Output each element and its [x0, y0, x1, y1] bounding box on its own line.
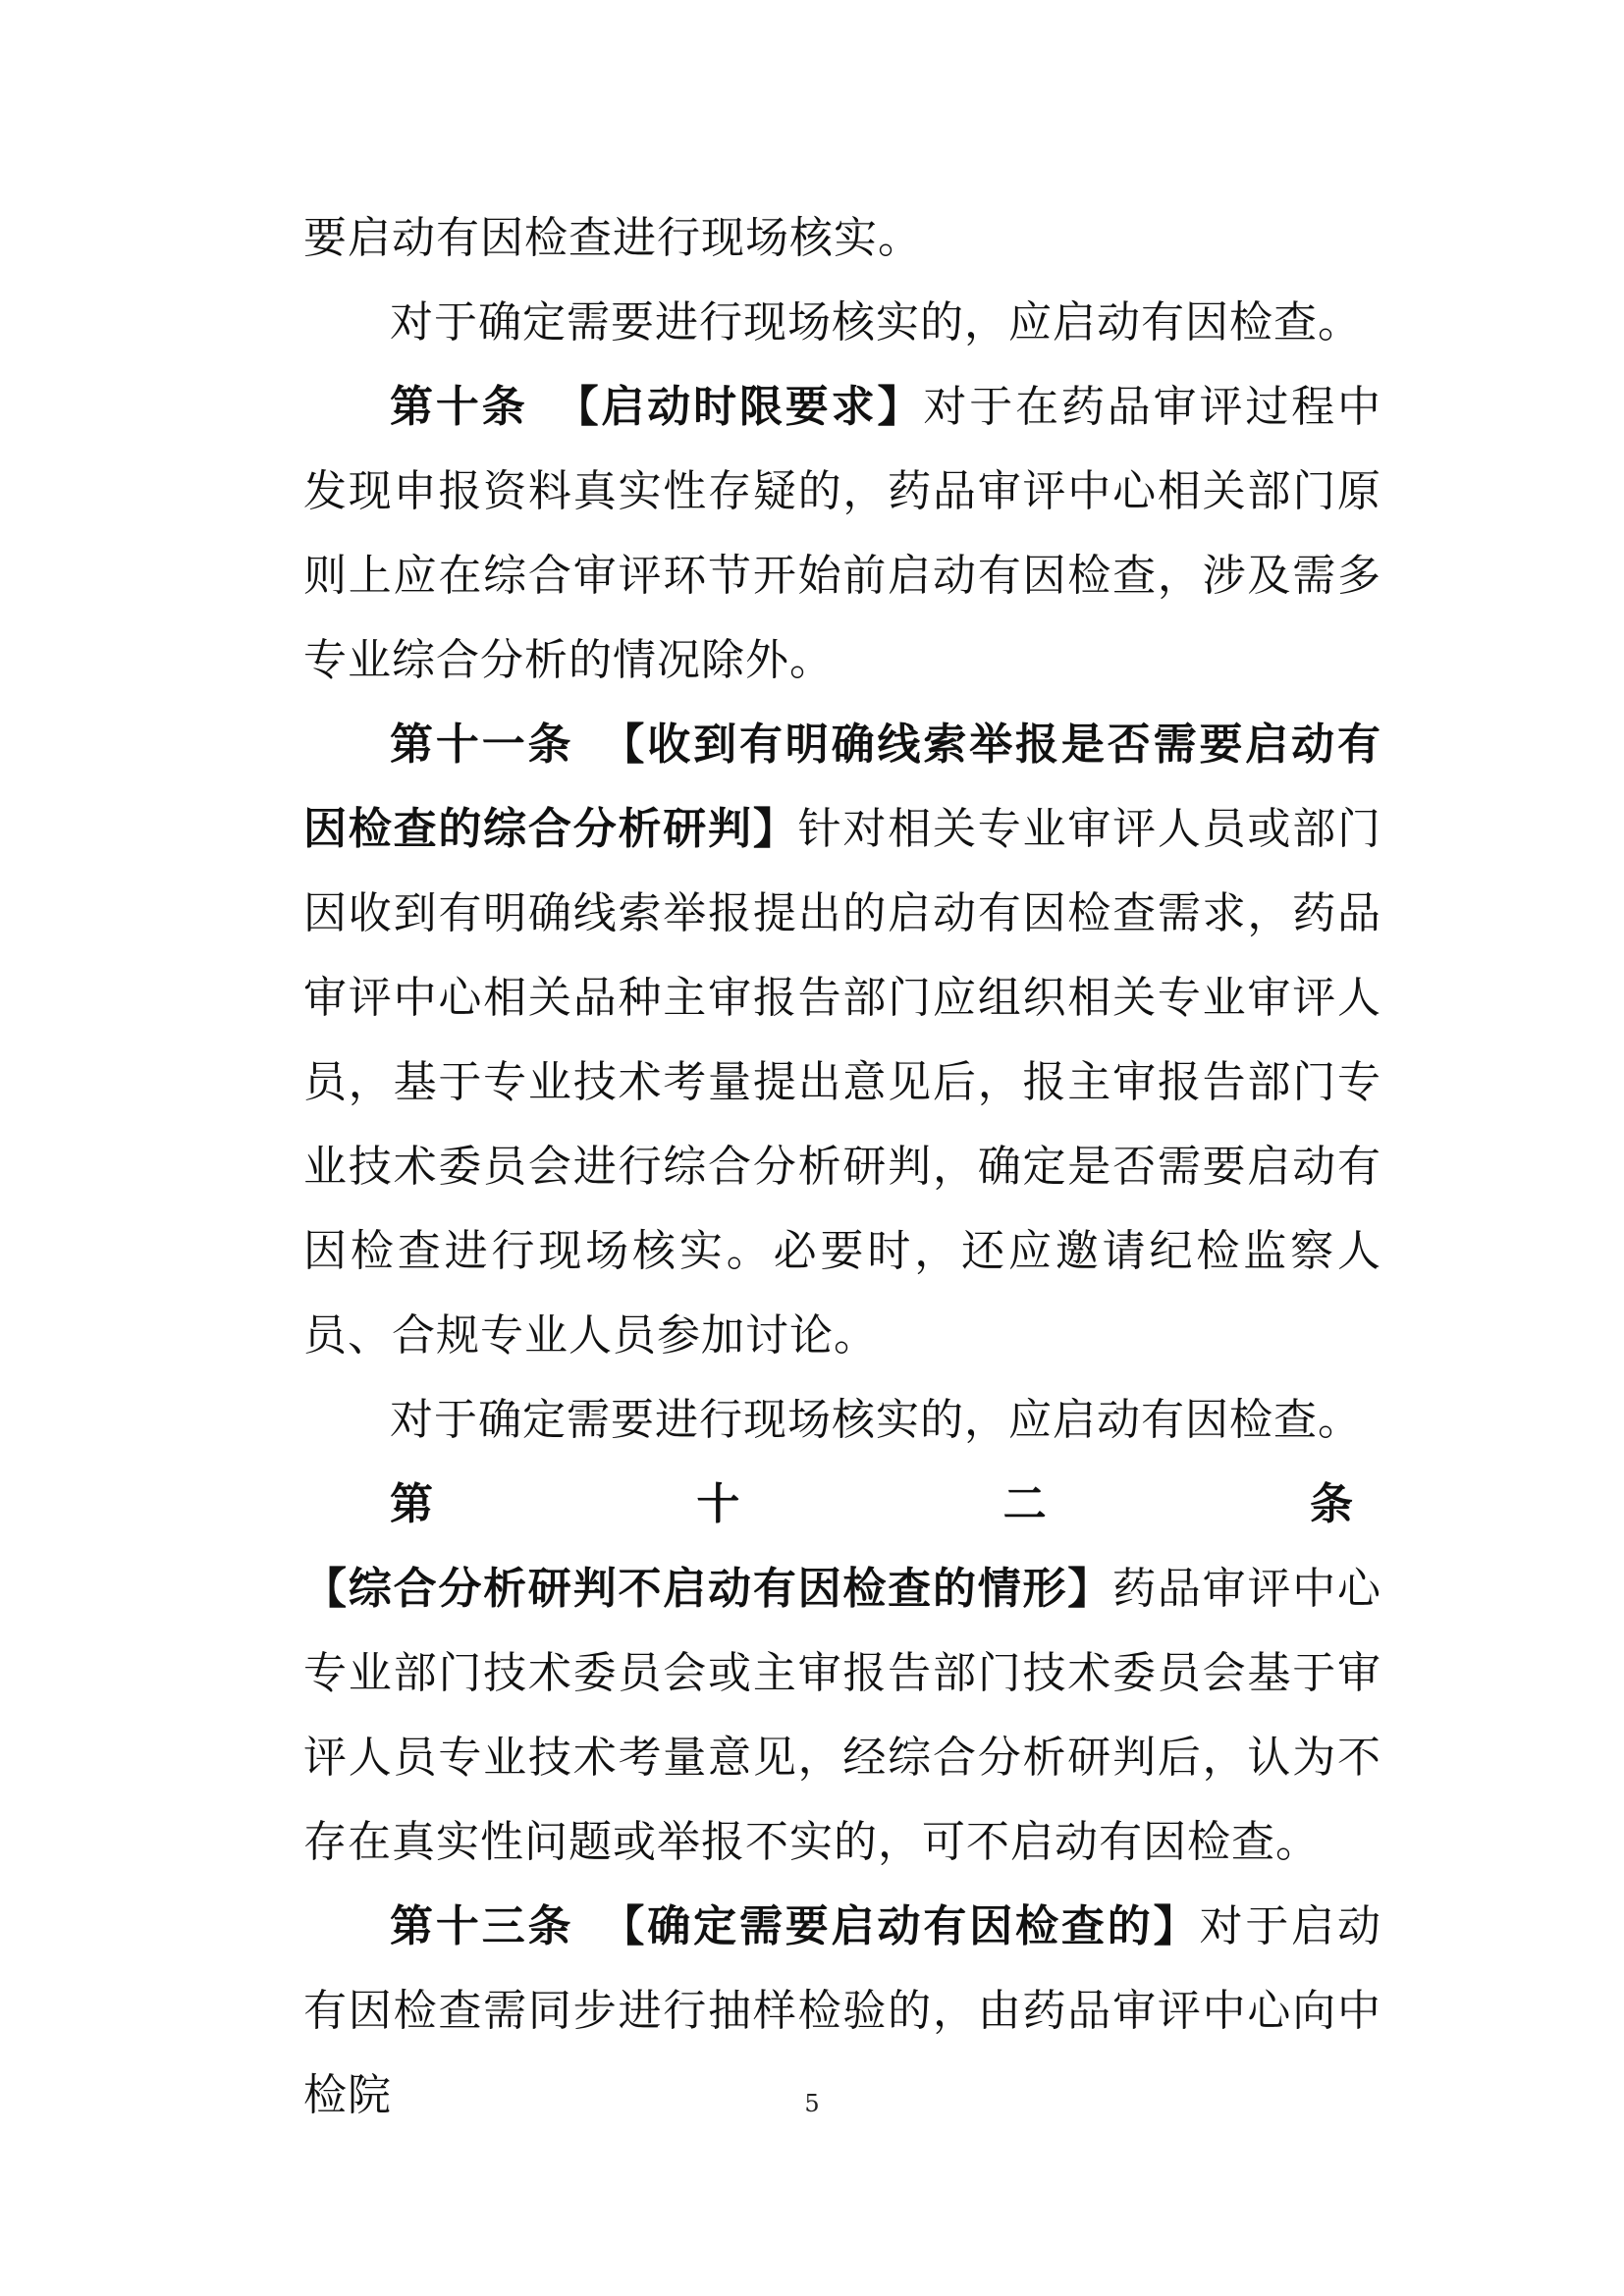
article-number: 第十二条	[390, 1479, 1354, 1529]
article-number: 第十三条	[390, 1901, 574, 1951]
article-text: 针对相关专业审评人员或部门因收到有明确线索举报提出的启动有因检查需求，药品审评中心相关品种主审报告部门应组织相关专业审评人员，基于专业技术考量提出意见后，报主审报告部门专业技术委员会进行综合分析研判，确定是否需要启动有因检查进行现场核实。必要时，还应邀请纪检监察人员、合规专业人员参加讨论。	[303, 804, 1381, 1361]
article-title: 【综合分析研判不启动有因检查的情形】	[303, 1564, 1113, 1614]
article-number: 第十条	[390, 382, 528, 432]
article-12	[303, 1463, 1381, 1885]
paragraph-continuation	[303, 196, 1381, 281]
paragraph-text: 要启动有因检查进行现场核实。	[303, 213, 922, 263]
article-title: 【确定需要启动有因检查的】	[601, 1901, 1200, 1951]
article-text: 药品审评中心专业部门技术委员会或主审报告部门技术委员会基于审评人员专业技术考量意见，经综合分析研判后，认为不存在真实性问题或举报不实的，可不启动有因检查。	[303, 1564, 1382, 1867]
article-11	[303, 703, 1381, 1378]
article-10	[303, 365, 1381, 703]
article-title: 【收到有明确线索举报是否需要启动有因检查的综合分析研判】	[303, 720, 1382, 854]
paragraph-onsite-verification	[303, 281, 1381, 365]
paragraph-onsite-verification-2	[303, 1378, 1381, 1463]
paragraph-text: 对于确定需要进行现场核实的，应启动有因检查。	[390, 1395, 1362, 1445]
paragraph-text: 对于确定需要进行现场核实的，应启动有因检查。	[390, 297, 1362, 347]
article-title: 【启动时限要求】	[555, 382, 924, 432]
article-number: 第十一条	[390, 720, 574, 770]
article-text: 对于启动有因检查需同步进行抽样检验的，由药品审评中心向中检院	[303, 1901, 1382, 2120]
article-text: 对于在药品审评过程中发现申报资料真实性存疑的，药品审评中心相关部门原则上应在综合审评环节开始前启动有因检查，涉及需多专业综合分析的情况除外。	[303, 382, 1382, 685]
document-body	[303, 196, 1381, 2138]
page-number: 5	[804, 2090, 820, 2117]
